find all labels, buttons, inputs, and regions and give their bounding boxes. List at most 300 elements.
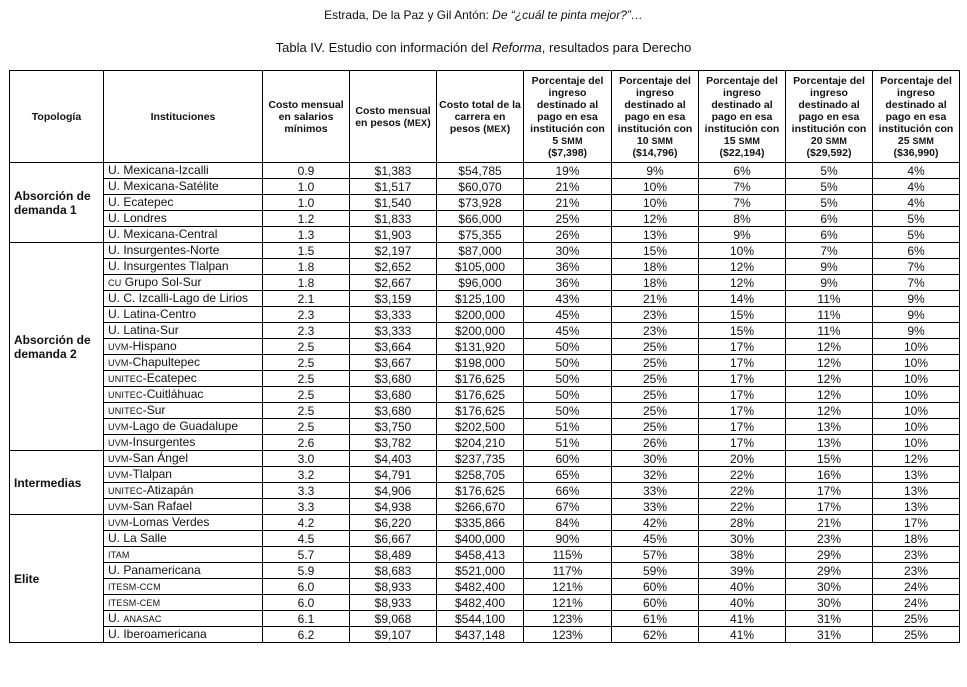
total-cost-cell: $176,625 [437,483,524,499]
total-cost-cell: $54,785 [437,163,524,179]
institution-name: -Cuitláhuac [142,387,204,401]
pct-cell: 17% [786,499,873,515]
smm-cell: 2.5 [263,387,350,403]
pct-cell: 33% [612,483,699,499]
pct-cell: 38% [699,547,786,563]
monthly-cost-cell: $3,680 [350,387,437,403]
pct-cell: 66% [524,483,612,499]
pct-cell: 45% [524,307,612,323]
pct-cell: 24% [873,579,960,595]
total-cost-cell: $87,000 [437,243,524,259]
institution-cell [104,163,263,179]
institution-name: U. Mexicana-Izcalli [108,163,209,177]
institution-cell [104,211,263,227]
total-cost-cell: $96,000 [437,275,524,291]
smm-cell: 3.2 [263,467,350,483]
institution-suffix: ANASAC [123,614,162,624]
table-row [10,243,960,259]
pct-cell: 12% [612,211,699,227]
institution-name: U. Insurgentes Tlalpan [108,259,229,273]
table-row [10,323,960,339]
table-row [10,595,960,611]
header-total-suffix: ) [506,122,511,135]
smm-cell: 4.2 [263,515,350,531]
pct-cell: 60% [612,579,699,595]
header-mensual [350,71,437,163]
total-cost-cell: $131,920 [437,339,524,355]
pct-cell: 14% [699,291,786,307]
total-cost-cell: $176,625 [437,387,524,403]
pct-cell: 12% [786,403,873,419]
monthly-cost-cell: $4,791 [350,467,437,483]
pct-cell: 84% [524,515,612,531]
monthly-cost-cell: $4,906 [350,483,437,499]
pct-cell: 4% [873,195,960,211]
total-cost-cell: $482,400 [437,595,524,611]
header-pct-amount: ($14,796) [632,146,678,159]
institution-name: -San Ángel [128,451,188,465]
institution-cell [104,627,263,643]
pct-cell: 17% [699,371,786,387]
total-cost-cell: $125,100 [437,291,524,307]
smm-cell: 5.7 [263,547,350,563]
pct-cell: 13% [612,227,699,243]
smm-cell: 1.3 [263,227,350,243]
header-mensual-suffix: ) [427,116,431,129]
smm-cell: 1.2 [263,211,350,227]
institution-cell [104,243,263,259]
pct-cell: 25% [873,627,960,643]
table-row [10,163,960,179]
table-row [10,371,960,387]
pct-cell: 21% [524,195,612,211]
total-cost-cell: $437,148 [437,627,524,643]
institution-name: -Insurgentes [128,435,196,449]
monthly-cost-cell: $1,833 [350,211,437,227]
pct-cell: 13% [786,435,873,451]
institution-name: U. Mexicana-Central [108,227,218,241]
institution-name: U. Ecatepec [108,195,174,209]
institution-cell [104,579,263,595]
institution-name: -Lomas Verdes [128,515,210,529]
header-pct-label: Porcentaje del ingreso destinado al pago en esa institución con 20 [791,74,867,147]
pct-cell: 12% [786,355,873,371]
institution-prefix: UVM [108,342,129,352]
pct-cell: 121% [524,579,612,595]
total-cost-cell: $198,000 [437,355,524,371]
pct-cell: 16% [786,467,873,483]
pct-cell: 17% [699,339,786,355]
pct-cell: 23% [612,307,699,323]
monthly-cost-cell: $3,664 [350,339,437,355]
smm-cell: 2.5 [263,419,350,435]
header-pct-label: Porcentaje del ingreso destinado al pago en esa institución con 15 [704,74,780,147]
pct-cell: 17% [786,483,873,499]
pct-cell: 10% [873,339,960,355]
pct-cell: 121% [524,595,612,611]
pct-cell: 13% [786,419,873,435]
pct-cell: 7% [699,195,786,211]
header-pct-20 [786,71,873,163]
pct-cell: 12% [786,339,873,355]
institution-cell [104,259,263,275]
monthly-cost-cell: $3,159 [350,291,437,307]
table-row [10,627,960,643]
smm-cell: 1.8 [263,259,350,275]
pct-cell: 10% [873,387,960,403]
pct-cell: 8% [699,211,786,227]
table-row [10,483,960,499]
pct-cell: 6% [699,163,786,179]
institution-name: Grupo Sol-Sur [121,275,202,289]
table-row [10,291,960,307]
pct-cell: 9% [873,307,960,323]
monthly-cost-cell: $4,403 [350,451,437,467]
header-total-label: Costo total de la carrera en pesos ( [439,98,521,135]
table-row [10,275,960,291]
monthly-cost-cell: $6,667 [350,531,437,547]
header-pct-10 [612,71,699,163]
total-cost-cell: $458,413 [437,547,524,563]
pct-cell: 13% [873,499,960,515]
total-cost-cell: $266,670 [437,499,524,515]
smm-cell: 3.3 [263,483,350,499]
total-cost-cell: $105,000 [437,259,524,275]
pct-cell: 22% [699,467,786,483]
pct-cell: 30% [612,451,699,467]
table-row [10,387,960,403]
pct-cell: 25% [612,403,699,419]
table-row [10,563,960,579]
header-pct-5 [524,71,612,163]
institution-cell [104,483,263,499]
pct-cell: 10% [699,243,786,259]
pct-cell: 26% [612,435,699,451]
header-pct-amount: ($36,990) [893,146,939,159]
institution-prefix: UVM [108,422,129,432]
institution-cell [104,515,263,531]
header-pct-15 [699,71,786,163]
pct-cell: 21% [524,179,612,195]
pct-cell: 12% [699,259,786,275]
header-pct-unit: SMM [825,135,848,146]
pct-cell: 59% [612,563,699,579]
smm-cell: 1.8 [263,275,350,291]
pct-cell: 11% [786,323,873,339]
header-pct-unit: SMM [738,135,761,146]
pct-cell: 13% [873,483,960,499]
pct-cell: 28% [699,515,786,531]
table-row [10,451,960,467]
pct-cell: 7% [873,275,960,291]
smm-cell: 4.5 [263,531,350,547]
pct-cell: 40% [699,595,786,611]
institution-cell [104,275,263,291]
institution-cell [104,339,263,355]
smm-cell: 6.1 [263,611,350,627]
pct-cell: 42% [612,515,699,531]
pct-cell: 9% [873,323,960,339]
smm-cell: 3.0 [263,451,350,467]
pct-cell: 7% [699,179,786,195]
smm-cell: 0.9 [263,163,350,179]
header-pct-label: Porcentaje del ingreso destinado al pago en esa institución con 10 [617,74,693,147]
caption-italic: Reforma [491,40,542,55]
pct-cell: 50% [524,355,612,371]
header-pct-amount: ($22,194) [719,146,765,159]
institution-name: -Atizapán [142,483,194,497]
monthly-cost-cell: $1,540 [350,195,437,211]
table-caption [0,40,967,55]
institution-cell [104,387,263,403]
monthly-cost-cell: $1,903 [350,227,437,243]
table-row [10,307,960,323]
pct-cell: 10% [612,195,699,211]
pct-cell: 30% [786,579,873,595]
institution-cell [104,195,263,211]
pct-cell: 15% [699,323,786,339]
total-cost-cell: $75,355 [437,227,524,243]
pct-cell: 30% [524,243,612,259]
institution-prefix: UVM [108,358,129,368]
pct-cell: 12% [699,275,786,291]
pct-cell: 15% [699,307,786,323]
institution-name: U. La Salle [108,531,167,545]
table-row [10,227,960,243]
pct-cell: 20% [699,451,786,467]
institution-cell [104,323,263,339]
pct-cell: 45% [524,323,612,339]
pct-cell: 17% [699,419,786,435]
monthly-cost-cell: $1,383 [350,163,437,179]
pct-cell: 30% [786,595,873,611]
smm-cell: 1.0 [263,179,350,195]
monthly-cost-cell: $3,667 [350,355,437,371]
institution-name: -Hispano [128,339,177,353]
group-label: Intermedias [10,451,104,515]
institution-name: -Tlalpan [128,467,172,481]
monthly-cost-cell: $6,220 [350,515,437,531]
monthly-cost-cell: $9,107 [350,627,437,643]
pct-cell: 30% [699,531,786,547]
institution-cell [104,179,263,195]
pct-cell: 7% [873,259,960,275]
pct-cell: 18% [612,275,699,291]
caption-prefix: Tabla IV. Estudio con información del [275,40,492,55]
header-pct-label: Porcentaje del ingreso destinado al pago en esa institución con 5 [530,74,605,147]
smm-cell: 2.3 [263,323,350,339]
pct-cell: 9% [612,163,699,179]
pct-cell: 39% [699,563,786,579]
institution-cell [104,419,263,435]
pct-cell: 6% [786,211,873,227]
pct-cell: 36% [524,259,612,275]
pct-cell: 45% [612,531,699,547]
table-row [10,611,960,627]
pct-cell: 67% [524,499,612,515]
total-cost-cell: $200,000 [437,307,524,323]
total-cost-cell: $335,866 [437,515,524,531]
smm-cell: 1.5 [263,243,350,259]
table-row [10,195,960,211]
institution-prefix: UVM [108,470,129,480]
table-row [10,547,960,563]
smm-cell: 2.6 [263,435,350,451]
monthly-cost-cell: $3,782 [350,435,437,451]
pct-cell: 10% [873,355,960,371]
pct-cell: 26% [524,227,612,243]
smm-cell: 6.0 [263,595,350,611]
monthly-cost-cell: $2,667 [350,275,437,291]
monthly-cost-cell: $8,683 [350,563,437,579]
pct-cell: 5% [873,211,960,227]
pct-cell: 50% [524,387,612,403]
header-total [437,71,524,163]
institution-name: U. Insurgentes-Norte [108,243,220,257]
pct-cell: 51% [524,419,612,435]
pct-cell: 15% [786,451,873,467]
pct-cell: 51% [524,435,612,451]
institution-cell [104,435,263,451]
institution-cell [104,371,263,387]
institution-prefix: ITESM-CCM [108,582,161,592]
pct-cell: 33% [612,499,699,515]
header-pct-25 [873,71,960,163]
institution-prefix: UNITEC [108,374,143,384]
institution-prefix: ITESM-CEM [108,598,161,608]
monthly-cost-cell: $4,938 [350,499,437,515]
institution-name: U. Mexicana-Satélite [108,179,219,193]
table-row [10,339,960,355]
institution-name: U. Londres [108,211,167,225]
total-cost-cell: $237,735 [437,451,524,467]
pct-cell: 50% [524,339,612,355]
pct-cell: 62% [612,627,699,643]
institution-prefix: UNITEC [108,406,143,416]
pct-cell: 31% [786,627,873,643]
pct-cell: 23% [612,323,699,339]
institution-cell [104,467,263,483]
institution-prefix: UNITEC [108,486,143,496]
running-head-title: De “¿cuál te pinta mejor?”… [492,8,643,22]
total-cost-cell: $176,625 [437,403,524,419]
monthly-cost-cell: $8,933 [350,579,437,595]
pct-cell: 17% [699,387,786,403]
pct-cell: 7% [786,243,873,259]
pct-cell: 60% [612,595,699,611]
pct-cell: 50% [524,371,612,387]
monthly-cost-cell: $3,680 [350,403,437,419]
institution-cell [104,547,263,563]
pct-cell: 10% [873,371,960,387]
pct-cell: 10% [612,179,699,195]
total-cost-cell: $521,000 [437,563,524,579]
monthly-cost-cell: $8,933 [350,595,437,611]
pct-cell: 61% [612,611,699,627]
header-pct-unit: SMM [561,135,583,146]
pct-cell: 41% [699,611,786,627]
pct-cell: 90% [524,531,612,547]
smm-cell: 6.2 [263,627,350,643]
institution-prefix: ITAM [108,550,130,560]
total-cost-cell: $204,210 [437,435,524,451]
caption-suffix: , resultados para Derecho [541,40,692,55]
pct-cell: 25% [524,211,612,227]
header-total-unit: MEX [486,123,507,134]
smm-cell: 5.9 [263,563,350,579]
institution-cell [104,227,263,243]
pct-cell: 123% [524,627,612,643]
pct-cell: 12% [786,371,873,387]
monthly-cost-cell: $3,333 [350,323,437,339]
table-row [10,419,960,435]
pct-cell: 17% [699,355,786,371]
monthly-cost-cell: $3,680 [350,371,437,387]
smm-cell: 2.1 [263,291,350,307]
pct-cell: 4% [873,179,960,195]
institution-cell [104,531,263,547]
pct-cell: 9% [786,259,873,275]
smm-cell: 2.5 [263,355,350,371]
total-cost-cell: $482,400 [437,579,524,595]
header-pct-unit: SMM [651,135,674,146]
monthly-cost-cell: $8,489 [350,547,437,563]
smm-cell: 3.3 [263,499,350,515]
monthly-cost-cell: $2,652 [350,259,437,275]
monthly-cost-cell: $3,333 [350,307,437,323]
pct-cell: 25% [612,339,699,355]
pct-cell: 11% [786,291,873,307]
pct-cell: 25% [873,611,960,627]
pct-cell: 18% [612,259,699,275]
table-row [10,179,960,195]
pct-cell: 19% [524,163,612,179]
institution-prefix: UNITEC [108,390,143,400]
pct-cell: 123% [524,611,612,627]
total-cost-cell: $60,070 [437,179,524,195]
table-body [10,163,960,643]
table-row [10,531,960,547]
pct-cell: 17% [699,435,786,451]
pct-cell: 13% [873,467,960,483]
institution-prefix: UVM [108,518,129,528]
table-row [10,579,960,595]
institution-name: U. [108,611,124,625]
smm-cell: 1.0 [263,195,350,211]
pct-cell: 11% [786,307,873,323]
pct-cell: 10% [873,435,960,451]
pct-cell: 23% [873,547,960,563]
running-head-authors: Estrada, De la Paz y Gil Antón: [324,8,493,22]
total-cost-cell: $258,705 [437,467,524,483]
table-row [10,259,960,275]
pct-cell: 23% [786,531,873,547]
header-pct-amount: ($7,398) [547,146,588,159]
table-row [10,211,960,227]
pct-cell: 25% [612,419,699,435]
pct-cell: 10% [873,419,960,435]
table-row [10,499,960,515]
institution-cell [104,499,263,515]
pct-cell: 9% [873,291,960,307]
pct-cell: 9% [786,275,873,291]
institution-cell [104,451,263,467]
pct-cell: 5% [873,227,960,243]
header-pct-unit: SMM [912,135,935,146]
institution-name: U. Latina-Sur [108,323,179,337]
pct-cell: 21% [786,515,873,531]
pct-cell: 31% [786,611,873,627]
